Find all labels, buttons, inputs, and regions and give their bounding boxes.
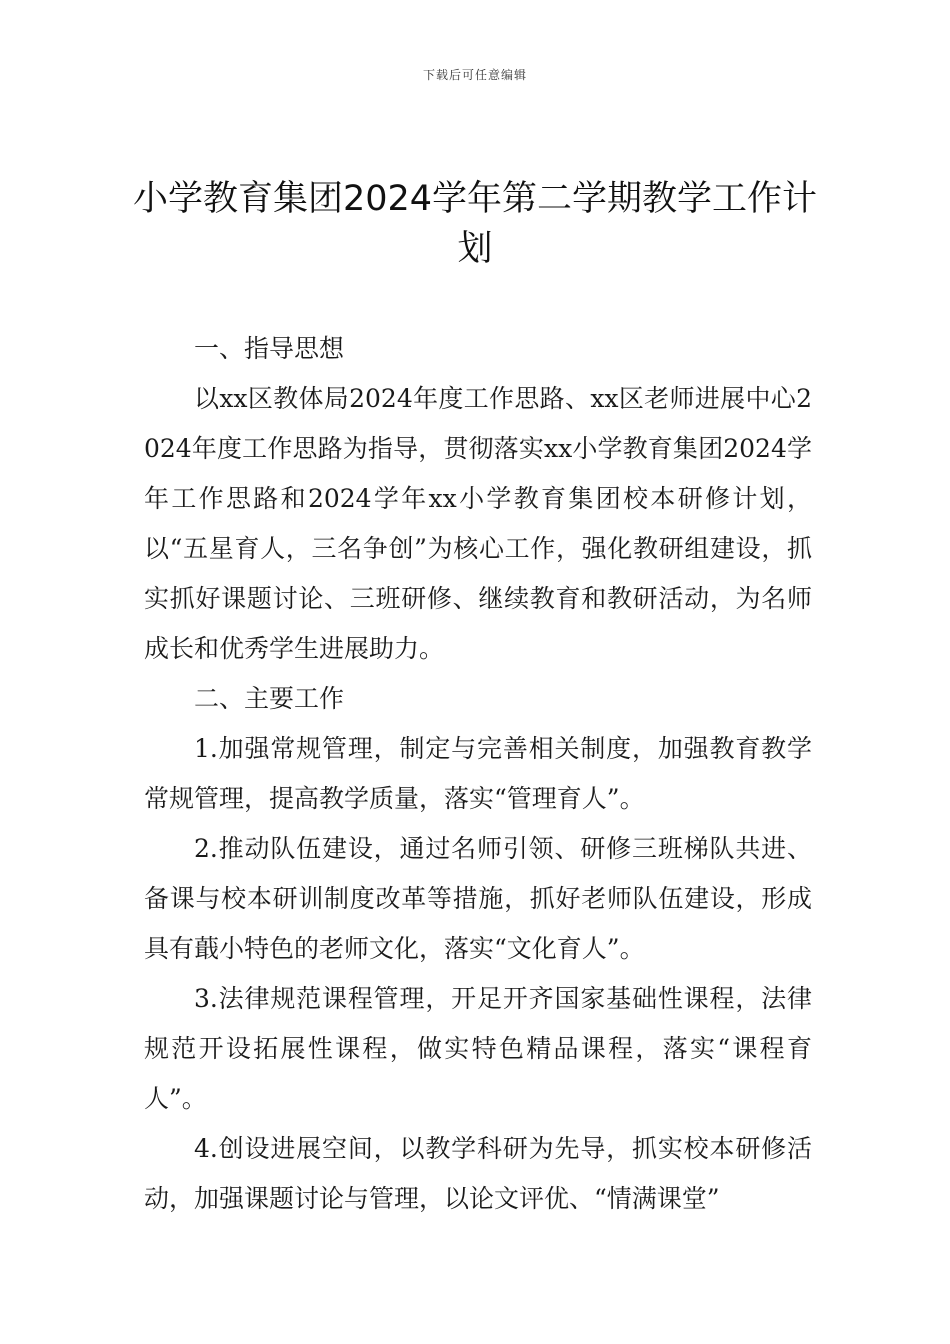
paragraph-guiding-ideology: 以xx区教体局2024年度工作思路、xx区老师进展中心2024年度工作思路为指导，贯彻落实xx小学教育集团2024学年工作思路和2024学年xx小学教育集团校本研修计划，以“五星育人，三名争创”为核心工作，强化教研组建设，抓实抓好课题讨论、三班研修、继续教育和教研活动，为名师成长和优秀学生进展助力。 xyxy=(144,384,812,663)
work-item-2: 2.推动队伍建设，通过名师引领、研修三班梯队共进、备课与校本研训制度改革等措施，抓好老师队伍建设，形成具有蕺小特色的老师文化，落实“文化育人”。 xyxy=(144,834,812,963)
header-note: 下载后可任意编辑 xyxy=(422,68,527,82)
document-title: 小学教育集团2024学年第二学期教学工作计划 xyxy=(132,179,818,269)
work-item-3: 3.法律规范课程管理，开足开齐国家基础性课程，法律规范开设拓展性课程，做实特色精品课程，落实“课程育人”。 xyxy=(144,984,812,1113)
work-item-1: 1.加强常规管理，制定与完善相关制度，加强教育教学常规管理，提高教学质量，落实“管理育人”。 xyxy=(144,734,812,813)
section-heading-main-work: 二、主要工作 xyxy=(194,684,345,713)
work-item-4: 4.创设进展空间，以教学科研为先导，抓实校本研修活动，加强课题讨论与管理，以论文评优、“情满课堂” xyxy=(144,1134,812,1213)
document-body xyxy=(144,324,812,1224)
section-heading-guiding-ideology: 一、指导思想 xyxy=(194,334,345,363)
